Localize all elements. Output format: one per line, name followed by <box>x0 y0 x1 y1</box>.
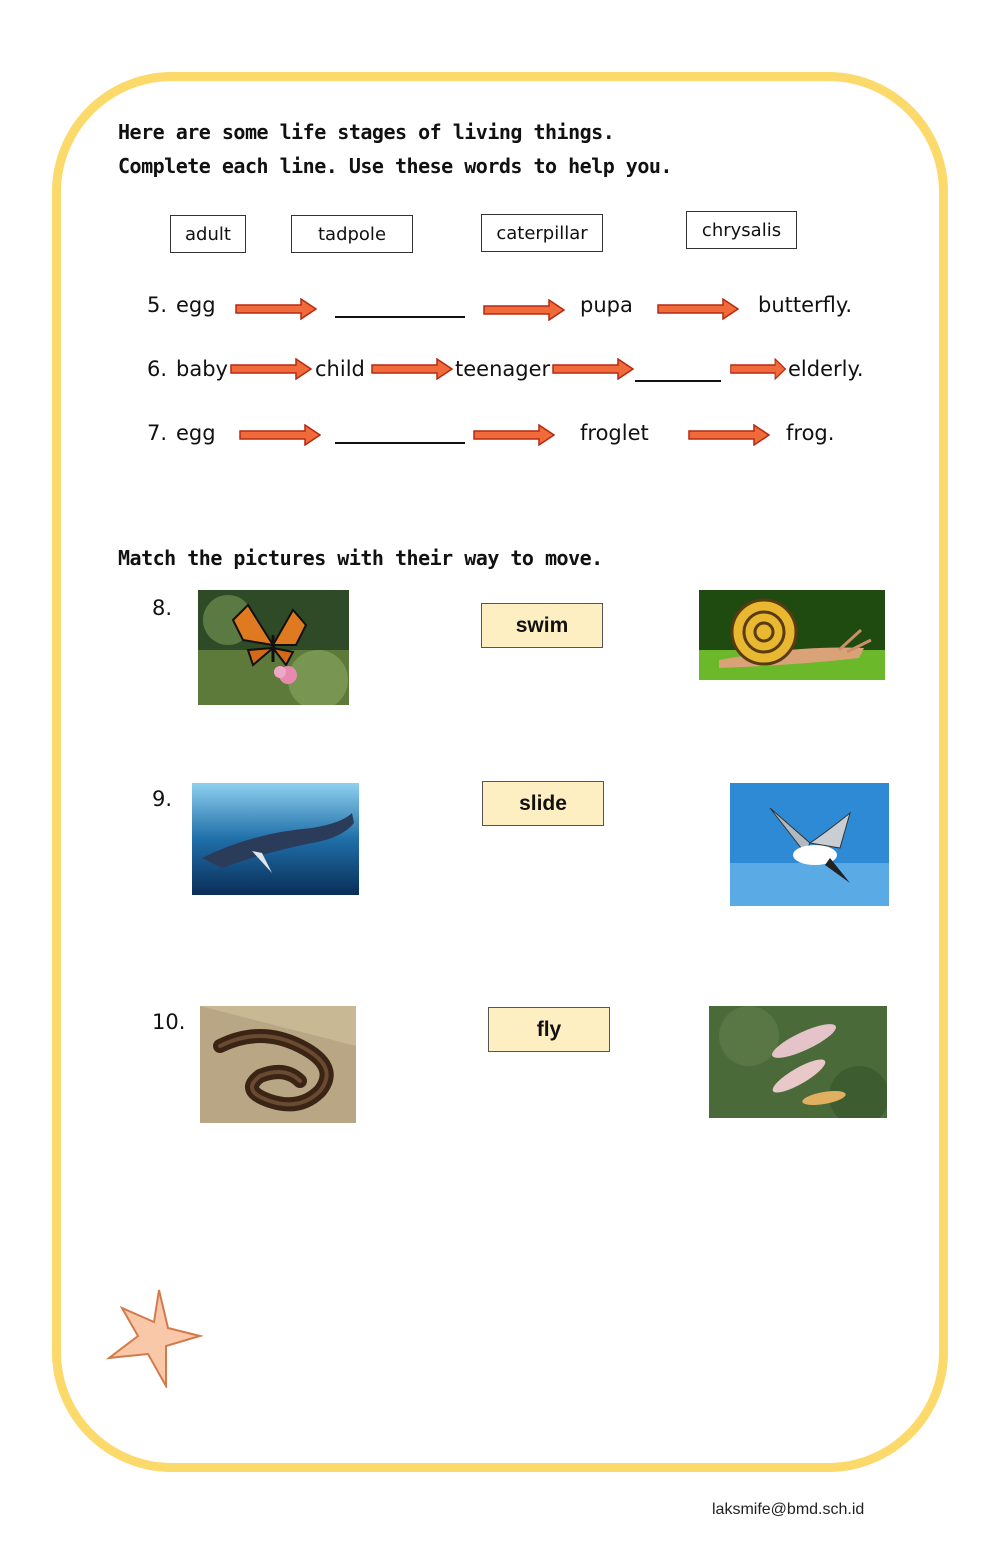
move-label-slide[interactable]: slide <box>482 781 604 826</box>
seq5-number: 5. <box>147 293 168 317</box>
whale-photo[interactable] <box>192 783 359 895</box>
arrow-icon <box>657 298 739 320</box>
seq5-stage3: pupa <box>580 293 633 317</box>
move-label-swim[interactable]: swim <box>481 603 603 648</box>
seq7-stage3: froglet <box>580 421 649 445</box>
arrow-icon <box>239 424 321 446</box>
match9-number: 9. <box>152 787 173 811</box>
seq7-number: 7. <box>147 421 168 445</box>
butterfly-photo[interactable] <box>198 590 349 705</box>
word-bank-tadpole[interactable]: tadpole <box>291 215 413 253</box>
seq5-end: butterfly. <box>758 293 852 317</box>
arrow-icon <box>473 424 555 446</box>
footer-email: laksmife@bmd.sch.id <box>712 1501 865 1518</box>
move-label-fly[interactable]: fly <box>488 1007 610 1052</box>
match10-number: 10. <box>152 1010 186 1034</box>
arrow-icon <box>371 358 453 380</box>
seq5-start: egg <box>176 293 216 317</box>
arrow-icon <box>552 358 634 380</box>
arrow-icon <box>230 358 312 380</box>
match8-number: 8. <box>152 596 173 620</box>
arrow-icon <box>730 358 786 380</box>
seq6-answer-blank[interactable] <box>635 380 721 382</box>
snake-photo[interactable] <box>200 1006 356 1123</box>
word-bank-adult[interactable]: adult <box>170 215 246 253</box>
seagull-photo[interactable] <box>730 783 889 906</box>
seq7-start: egg <box>176 421 216 445</box>
star-decoration-icon <box>104 1288 204 1388</box>
instruction-line-2: Complete each line. Use these words to help you. <box>118 154 672 178</box>
arrow-icon <box>483 299 565 321</box>
seq6-stage2: child <box>315 357 365 381</box>
word-bank-chrysalis[interactable]: chrysalis <box>686 211 797 249</box>
arrow-icon <box>235 298 317 320</box>
instruction-line-3: Match the pictures with their way to move. <box>118 546 603 570</box>
seq6-start: baby <box>176 357 228 381</box>
instruction-line-1: Here are some life stages of living things. <box>118 120 615 144</box>
fish-photo[interactable] <box>709 1006 887 1118</box>
seq5-answer-blank[interactable] <box>335 316 465 318</box>
snail-photo[interactable] <box>699 590 885 680</box>
page-border-frame <box>52 72 948 1472</box>
seq6-end: elderly. <box>788 357 864 381</box>
seq6-number: 6. <box>147 357 168 381</box>
arrow-icon <box>688 424 770 446</box>
seq6-stage3: teenager <box>455 357 551 381</box>
seq7-answer-blank[interactable] <box>335 442 465 444</box>
seq7-end: frog. <box>786 421 835 445</box>
word-bank-caterpillar[interactable]: caterpillar <box>481 214 603 252</box>
